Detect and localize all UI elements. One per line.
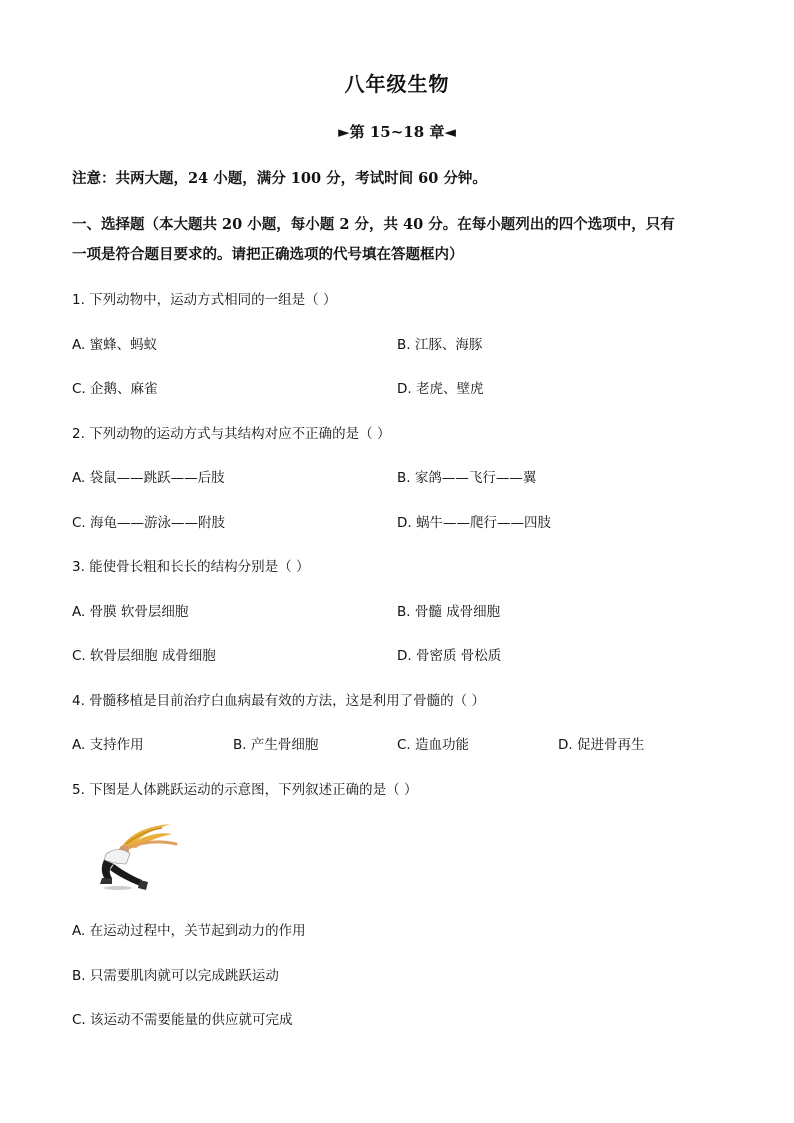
question-1-stem: 1. 下列动物中，运动方式相同的一组是（ ） [72,292,337,308]
section-heading-line-1: 一、选择题（本大题共 20 小题，每小题 2 分，共 40 分。在每小题列出的四个选项中，只有 [72,216,675,233]
question-5-option-a: A. 在运动过程中，关节起到动力的作用 [72,923,306,939]
question-2-option-a: A. 袋鼠——跳跃——后肢 [72,470,225,486]
question-2-option-c: C. 海龟——游泳——附肢 [72,515,226,531]
question-1-option-a: A. 蜜蜂、蚂蚁 [72,337,158,353]
question-2-option-d: D. 蜗牛——爬行——四肢 [397,515,551,531]
question-3-option-d: D. 骨密质 骨松质 [397,648,502,664]
question-5-option-c: C. 该运动不需要能量的供应就可完成 [72,1012,293,1028]
question-1-option-d: D. 老虎、壁虎 [397,381,484,397]
question-4-stem: 4. 骨髓移植是目前治疗白血病最有效的方法，这是利用了骨髓的（ ） [72,693,485,709]
question-4-option-b: B. 产生骨细胞 [233,737,319,753]
question-1-option-b: B. 江豚、海豚 [397,337,483,353]
section-heading-line-2: 一项是符合题目要求的。请把正确选项的代号填在答题框内） [72,246,464,263]
question-3-option-c: C. 软骨层细胞 成骨细胞 [72,648,216,664]
question-4-option-d: D. 促进骨再生 [558,737,645,753]
question-5-option-b: B. 只需要肌肉就可以完成跳跃运动 [72,968,279,984]
question-4-option-c: C. 造血功能 [397,737,470,753]
exam-note: 注意：共两大题，24 小题，满分 100 分，考试时间 60 分钟。 [72,170,487,187]
question-3-option-a: A. 骨膜 软骨层细胞 [72,604,189,620]
question-3-stem: 3. 能使骨长粗和长长的结构分别是（ ） [72,559,310,575]
jumping-person-figure [92,818,182,896]
question-2-stem: 2. 下列动物的运动方式与其结构对应不正确的是（ ） [72,426,391,442]
question-2-option-b: B. 家鸽——飞行——翼 [397,470,537,486]
question-1-option-c: C. 企鹅、麻雀 [72,381,158,397]
question-3-option-b: B. 骨髓 成骨细胞 [397,604,501,620]
chapter-range: ►第 15~18 章◄ [338,123,456,141]
question-4-option-a: A. 支持作用 [72,737,144,753]
section-heading [72,210,722,270]
page-title: 八年级生物 [344,72,450,96]
question-5-stem: 5. 下图是人体跳跃运动的示意图，下列叙述正确的是（ ） [72,782,418,798]
